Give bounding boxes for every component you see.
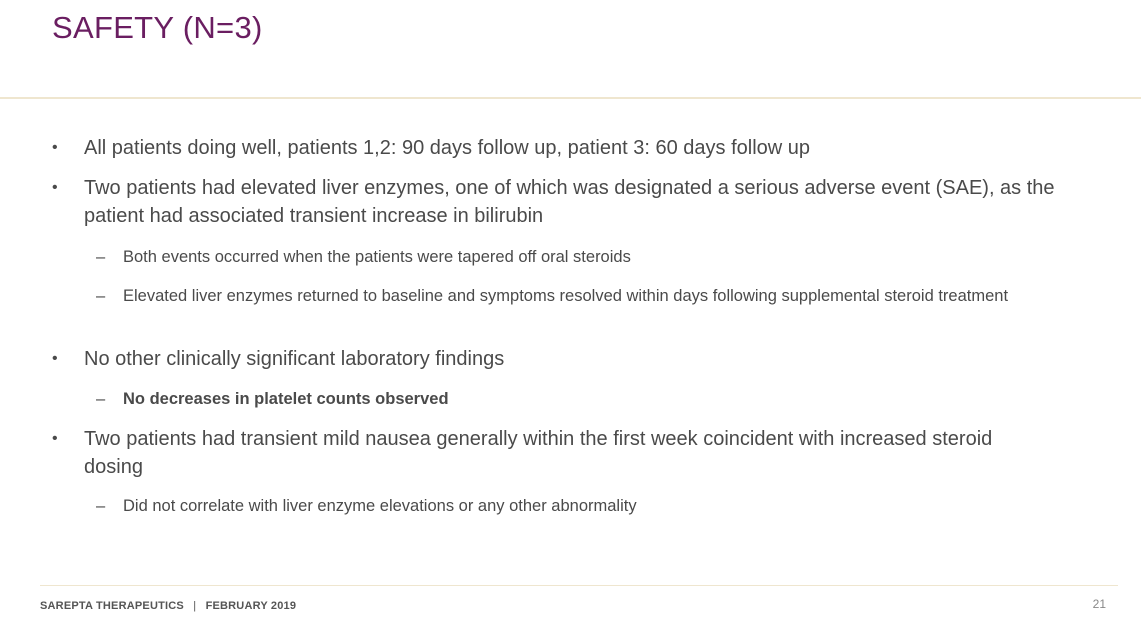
bullet-item <box>52 174 1114 230</box>
title-divider <box>0 97 1141 99</box>
bullet-text: Two patients had transient mild nausea generally within the first week coincident with increased steroid dosing <box>84 428 993 478</box>
sub-bullet-item <box>96 387 1093 411</box>
slide-title: SAFETY (N=3) <box>52 10 263 45</box>
sub-bullet-text: Both events occurred when the patients were tapered off oral steroids <box>123 248 631 266</box>
footer-date: FEBRUARY 2019 <box>205 600 297 612</box>
bullet-glyph: • <box>52 139 58 156</box>
footer-separator: | <box>193 600 197 612</box>
footer-company <box>40 600 296 612</box>
bullet-text: No other clinically significant laboratory findings <box>84 348 505 370</box>
footer-divider <box>40 585 1118 586</box>
dash-glyph: – <box>96 287 106 305</box>
sub-bullet-item <box>96 494 1093 518</box>
page-number: 21 <box>1092 597 1106 611</box>
bullet-text: All patients doing well, patients 1,2: 90 days follow up, patient 3: 60 days follow up <box>84 137 811 159</box>
bullet-glyph: • <box>52 430 58 447</box>
sub-bullet-item <box>96 245 1093 269</box>
bullet-glyph: • <box>52 350 58 367</box>
footer-company-name: SAREPTA THERAPEUTICS <box>40 600 184 612</box>
dash-glyph: – <box>96 390 106 408</box>
dash-glyph: – <box>96 497 106 515</box>
sub-bullet-text: No decreases in platelet counts observed <box>123 390 449 408</box>
bullet-item <box>52 345 1114 373</box>
bullet-item <box>52 425 1004 481</box>
bullet-item <box>52 134 1114 162</box>
dash-glyph: – <box>96 248 106 266</box>
bullet-text: Two patients had elevated liver enzymes, one of which was designated a serious adverse event (SAE), as the patient had associated transient increase in bilirubin <box>84 177 1055 227</box>
sub-bullet-text: Did not correlate with liver enzyme elevations or any other abnormality <box>123 497 637 515</box>
bullet-glyph: • <box>52 179 58 196</box>
sub-bullet-item <box>96 284 1093 308</box>
sub-bullet-text: Elevated liver enzymes returned to baseline and symptoms resolved within days following supplemental steroid treatment <box>123 287 1009 305</box>
